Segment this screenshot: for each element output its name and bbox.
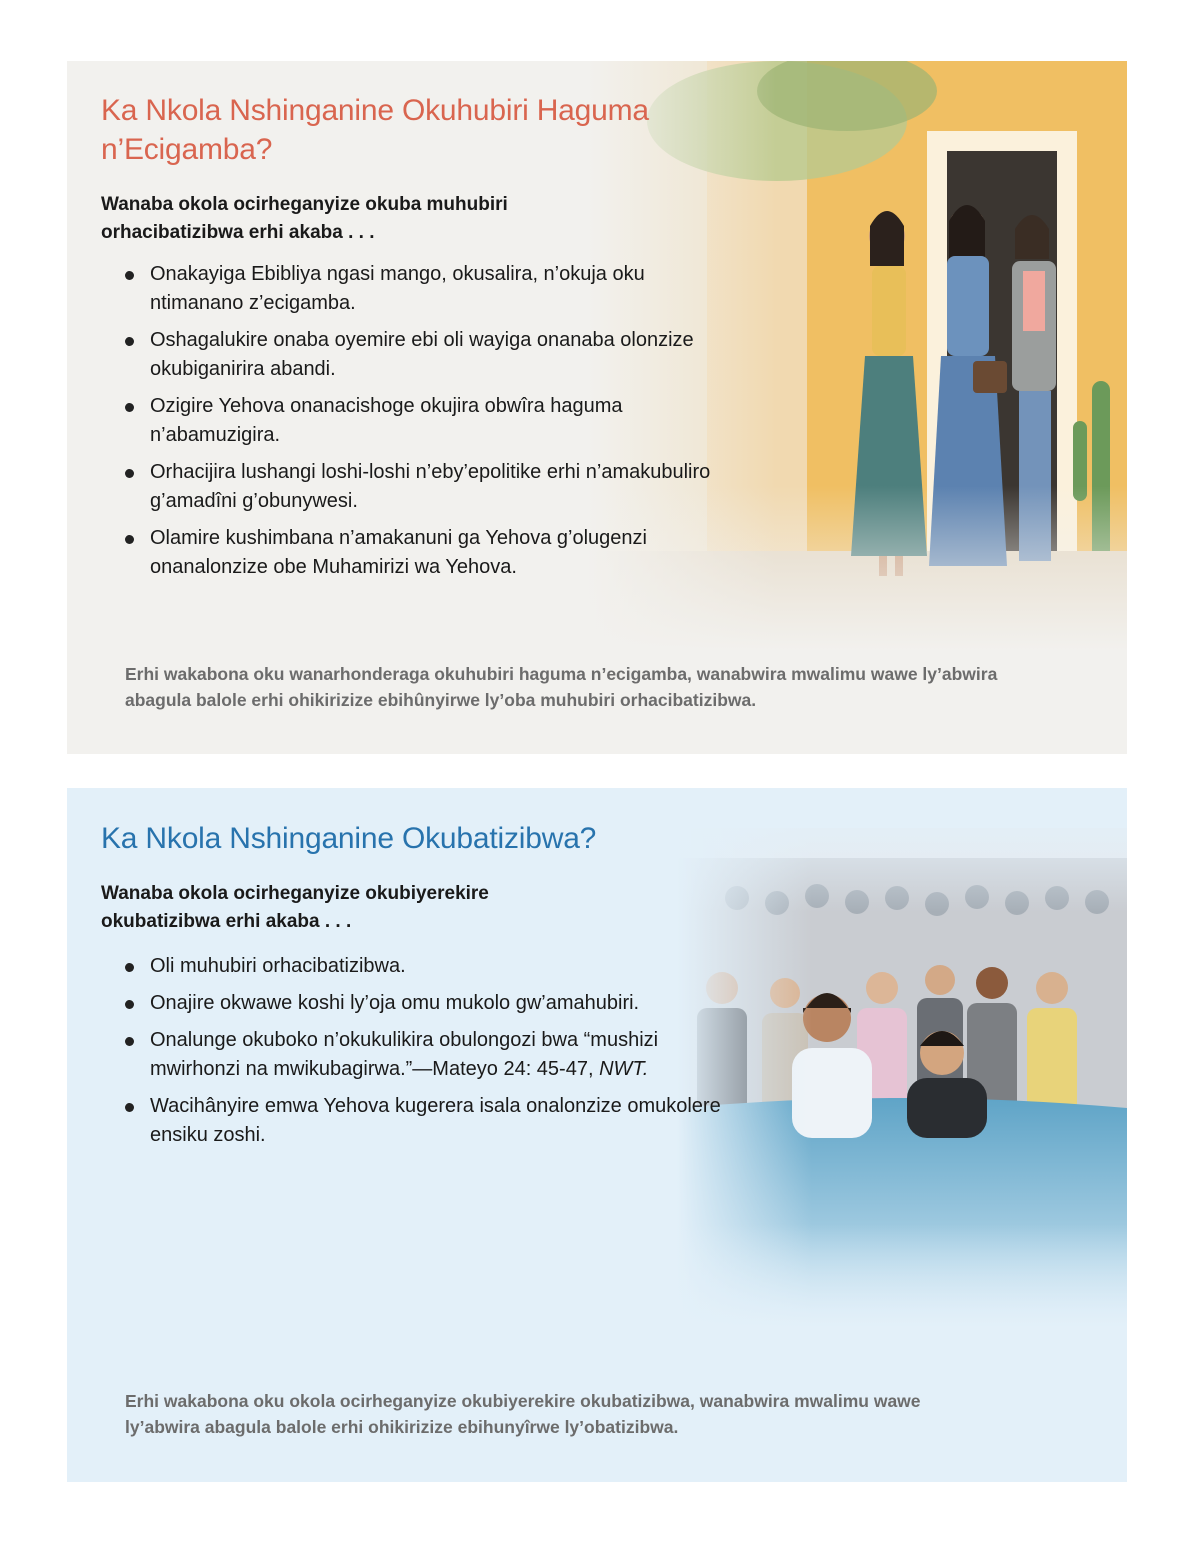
section-note: Erhi wakabona oku wanarhonderaga okuhubiri haguma n’ecigamba, wanabwira mwalimu wawe ly’abwira abagula balole erhi ohikirizize ebihûnyirwe ly’oba muhubiri orhacibatizibwa. (125, 664, 998, 710)
bullet-icon (125, 963, 134, 972)
bullet-icon (125, 1103, 134, 1112)
list-item: Onajire okwawe koshi ly’oja omu mukolo gw’amahubiri. (125, 989, 725, 1018)
list-item: Oli muhubiri orhacibatizibwa. (125, 952, 725, 981)
preaching-section (67, 61, 1127, 754)
section-lead: Wanaba okola ocirheganyize okuba muhubiri orhacibatizibwa erhi akaba . . . (101, 194, 508, 243)
section-note: Erhi wakabona oku okola ocirheganyize okubiyerekire okubatizibwa, wanabwira mwalimu wawe ly’abwira abagula balole erhi ohikirizize ebihunyîrwe ly’obatizibwa. (125, 1391, 921, 1437)
list-item: Wacihânyire emwa Yehova kugerera isala onalonzize omukolere ensiku zoshi. (125, 1092, 725, 1150)
requirements-list (125, 260, 725, 590)
scripture-reference: NWT. (599, 1058, 649, 1080)
bullet-icon (125, 271, 134, 280)
section-title: Ka Nkola Nshinganine Okuhubiri Haguma n’Ecigamba? (101, 94, 649, 166)
bullet-icon (125, 1037, 134, 1046)
section-title: Ka Nkola Nshinganine Okubatizibwa? (101, 822, 597, 855)
bullet-icon (125, 469, 134, 478)
list-item: Onalunge okuboko n’okukulikira obulongozi bwa “mushizi mwirhonzi na mwikubagirwa.”—Mateyo 24: 45-47, NWT. (125, 1026, 725, 1084)
list-item: Onakayiga Ebibliya ngasi mango, okusalira, n’okuja oku ntimanano z’ecigamba. (125, 260, 725, 318)
list-item: Olamire kushimbana n’amakanuni ga Yehova g’olugenzi onanalonzize obe Muhamirizi wa Yehova. (125, 524, 725, 582)
list-item: Orhacijira lushangi loshi-loshi n’eby’epolitike erhi n’amakubuliro g’amadîni g’obunywesi. (125, 458, 725, 516)
requirements-list (125, 952, 725, 1158)
section-lead: Wanaba okola ocirheganyize okubiyerekire okubatizibwa erhi akaba . . . (101, 883, 489, 932)
list-item: Oshagalukire onaba oyemire ebi oli wayiga onanaba olonzize okubiganirira abandi. (125, 326, 725, 384)
baptism-section (67, 788, 1127, 1482)
list-item: Ozigire Yehova onanacishoge okujira obwîra haguma n’abamuzigira. (125, 392, 725, 450)
bullet-icon (125, 337, 134, 346)
bullet-icon (125, 535, 134, 544)
bullet-icon (125, 1000, 134, 1009)
bullet-icon (125, 403, 134, 412)
baptism-illustration (677, 808, 1127, 1328)
